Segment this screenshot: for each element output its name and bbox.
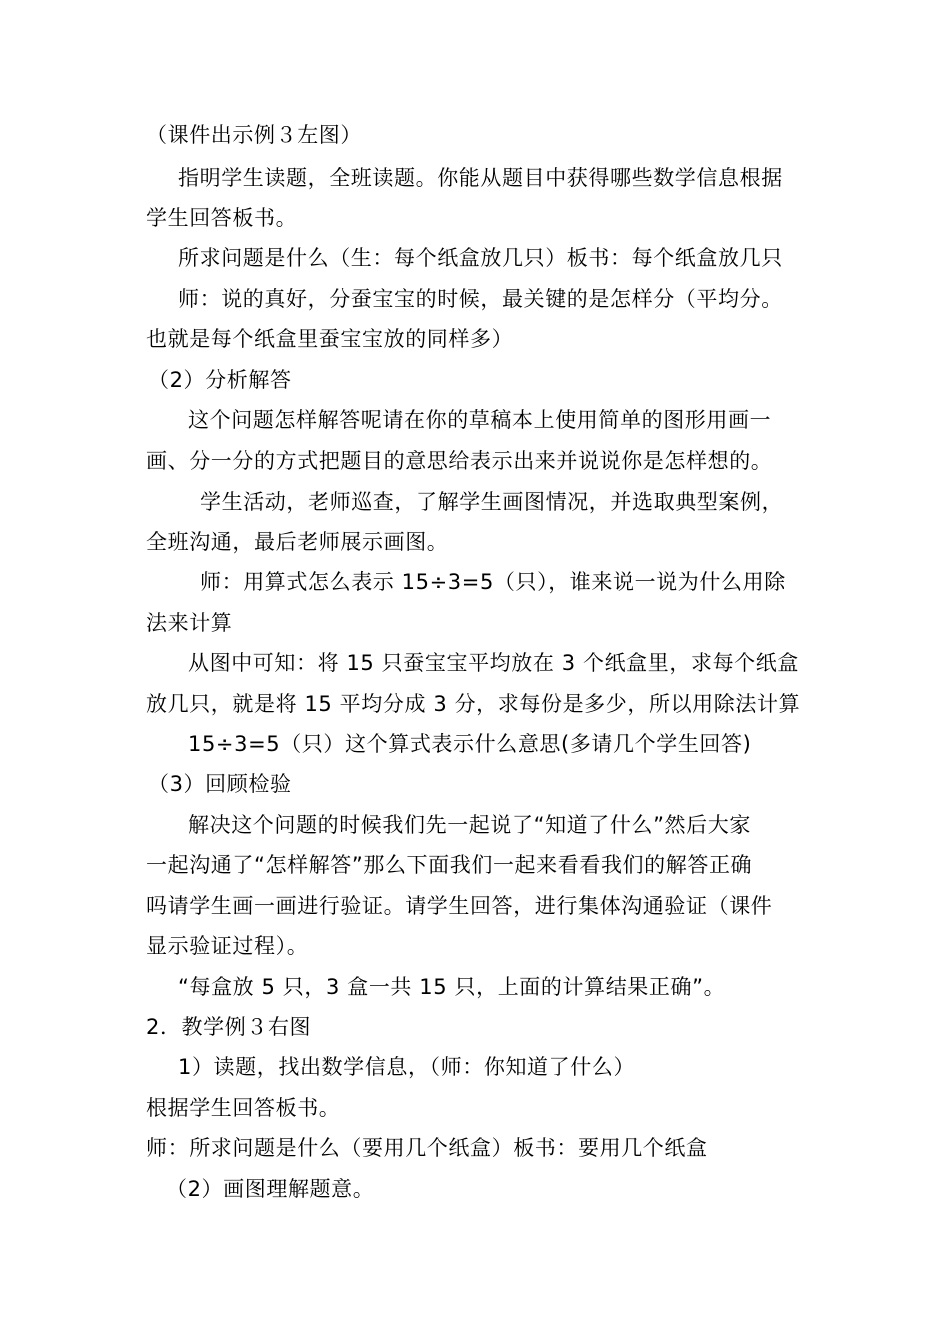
text-line-1: （课件出示例３左图） xyxy=(146,123,362,147)
text-line-9: 画、分一分的方式把题目的意思给表示出来并说说你是怎样想的。 xyxy=(146,449,773,473)
text-line-23: 2．教学例３右图 xyxy=(146,1015,312,1039)
text-line-26: 师：所求问题是什么（要用几个纸盒）板书：要用几个纸盒 xyxy=(146,1136,708,1160)
text-line-19: 一起沟通了“怎样解答”那么下面我们一起来看看我们的解答正确 xyxy=(146,853,753,877)
text-line-14: 从图中可知：将 15 只蚕宝宝平均放在 3 个纸盒里，求每个纸盒 xyxy=(188,651,799,675)
text-line-7: （2）分析解答 xyxy=(148,368,292,392)
text-line-2: 指明学生读题，全班读题。你能从题目中获得哪些数学信息根据 xyxy=(178,166,783,190)
text-line-22: “每盒放 5 只，3 盒一共 15 只，上面的计算结果正确”。 xyxy=(178,975,726,999)
text-line-20: 吗请学生画一画进行验证。请学生回答，进行集体沟通验证（课件 xyxy=(146,894,773,918)
text-line-11: 全班沟通，最后老师展示画图。 xyxy=(146,530,449,554)
text-line-13: 法来计算 xyxy=(146,611,233,635)
text-line-10: 学生活动，老师巡查，了解学生画图情况，并选取典型案例， xyxy=(200,490,784,514)
text-line-27: （2）画图理解题意。 xyxy=(166,1177,375,1201)
text-line-12: 师：用算式怎么表示 15÷3=5（只），谁来说一说为什么用除 xyxy=(200,570,786,594)
text-line-16: 15÷3=5（只）这个算式表示什么意思(多请几个学生回答) xyxy=(188,732,752,756)
text-line-6: 也就是每个纸盒里蚕宝宝放的同样多） xyxy=(146,327,514,351)
text-line-21: 显示验证过程）。 xyxy=(146,934,309,958)
text-line-8: 这个问题怎样解答呢请在你的草稿本上使用简单的图形用画一 xyxy=(188,408,772,432)
text-line-3: 学生回答板书。 xyxy=(146,206,298,230)
text-line-18: 解决这个问题的时候我们先一起说了“知道了什么”然后大家 xyxy=(188,813,751,837)
text-line-5: 师：说的真好，分蚕宝宝的时候，最关键的是怎样分（平均分。 xyxy=(178,287,783,311)
text-line-25: 根据学生回答板书。 xyxy=(146,1096,341,1120)
text-line-15: 放几只，就是将 15 平均分成 3 分，求每份是多少，所以用除法计算 xyxy=(146,692,801,716)
text-line-24: 1）读题，找出数学信息，（师：你知道了什么） xyxy=(178,1055,636,1079)
text-line-4: 所求问题是什么（生：每个纸盒放几只）板书：每个纸盒放几只 xyxy=(178,246,783,270)
text-line-17: （3）回顾检验 xyxy=(148,772,292,796)
